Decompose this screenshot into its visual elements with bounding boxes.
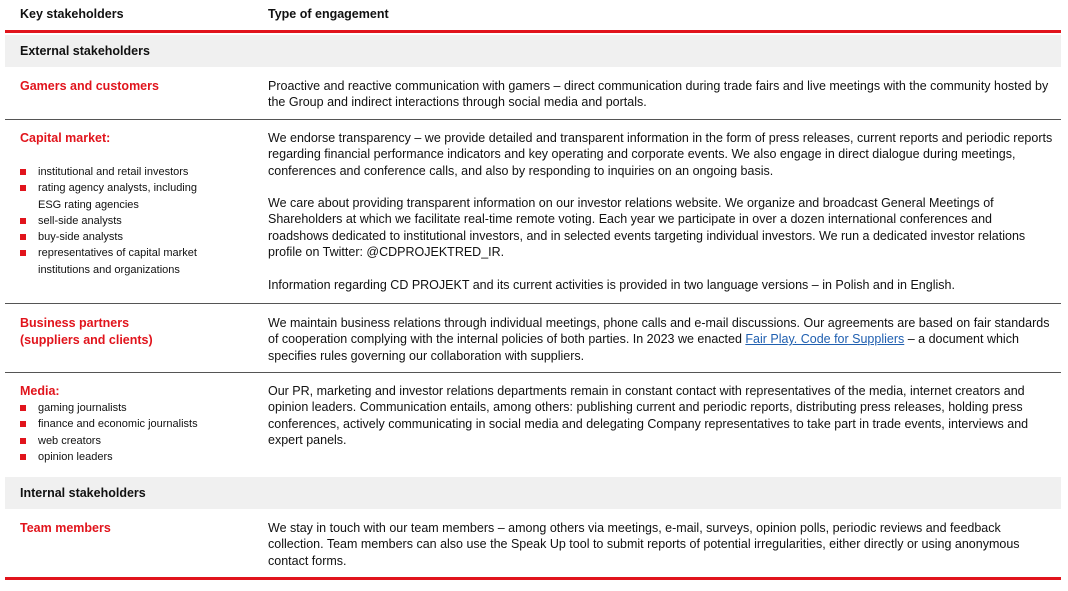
row-text: Our PR, marketing and investor relations departments remain in constant contact with representatives of the media, internet creators and opinion leaders. Communication entails, among others: publishing current and periodic reports, distributing press releases, holding press conferences, actively communicating in social media and delegating Company representatives to take part in trade events, interviews and expert panels. [268,384,1029,447]
bottom-divider [5,577,1061,580]
table-header [5,0,1061,30]
header-type-of-engagement: Type of engagement [268,7,389,21]
stakeholders-table [5,0,1061,569]
list-item: gaming journalists [20,400,250,416]
fair-play-code-link[interactable]: Fair Play. Code for Suppliers [745,332,905,347]
row-gamers [5,67,1061,120]
row-label [20,315,153,348]
paragraph: Information regarding CD PROJEKT and its current activities is provided in two language versions – in Polish and in English. [268,277,955,292]
row-text: We stay in touch with our team members – among others via meetings, e-mail, surveys, opinion polls, periodic reviews and feedback collection. Team members can also use the Speak Up tool to submit reports of potential irregularities, either directly or using anonymous contact forms. [268,521,1020,568]
label-line: Business partners [20,316,130,330]
section-external-stakeholders [5,35,1061,67]
row-label: Media: [20,384,60,398]
media-list [20,400,250,465]
list-item: opinion leaders [20,449,250,465]
row-label: Gamers and customers [20,79,159,93]
text-segment: We maintain business relations through individual meetings, phone calls and e-mail discussions. Our agreements are based on fair standards of cooperation complying with the internal policies of both parties. In 2023 we enacted [268,316,1050,347]
list-item: buy-side analysts [20,229,220,245]
list-item: finance and economic journalists [20,416,250,432]
section-title: Internal stakeholders [20,486,146,500]
capital-market-list [20,164,220,278]
row-text: Proactive and reactive communication with gamers – direct communication during trade fairs and live meetings with the community hosted by the Group and indirect interactions through social media and portals. [268,79,1049,110]
list-item: institutional and retail investors [20,164,220,180]
label-line: (suppliers and clients) [20,332,153,347]
row-text [268,130,1053,293]
list-item: representatives of capital market institutions and organizations [20,245,220,278]
list-item: web creators [20,433,250,449]
list-item: sell-side analysts [20,213,220,229]
row-label: Team members [20,521,111,535]
paragraph: We endorse transparency – we provide detailed and transparent information in the form of press releases, current reports and periodic reports regarding financial performance indicators and key operating and corporate events. We also engage in direct dialogue during meetings, conferences and conference calls, and also by responding to inquiries on an ongoing basis. [268,131,1053,178]
text-segment: – a document which specifies rules governing our collaboration with suppliers. [268,332,1019,363]
section-internal-stakeholders [5,477,1061,509]
list-item: rating agency analysts, including ESG rating agencies [20,180,220,213]
header-divider [5,30,1061,33]
row-capital-market [5,120,1061,304]
section-title: External stakeholders [20,44,150,58]
header-key-stakeholders: Key stakeholders [20,7,124,21]
row-team-members [5,509,1061,569]
row-text [268,315,1053,364]
row-label: Capital market: [20,131,111,145]
row-business-partners [5,304,1061,373]
row-media [5,373,1061,475]
paragraph: We care about providing transparent information on our investor relations website. We organize and broadcast General Meetings of Shareholders at which we facilitate real-time remote voting. Each year we participate in over a dozen international conferences and roadshows dedicated to institutional investors, and in selected events targeting individual investors. We run a dedicated investor relations profile on Twitter: @CDPROJEKTRED_IR. [268,196,1026,260]
